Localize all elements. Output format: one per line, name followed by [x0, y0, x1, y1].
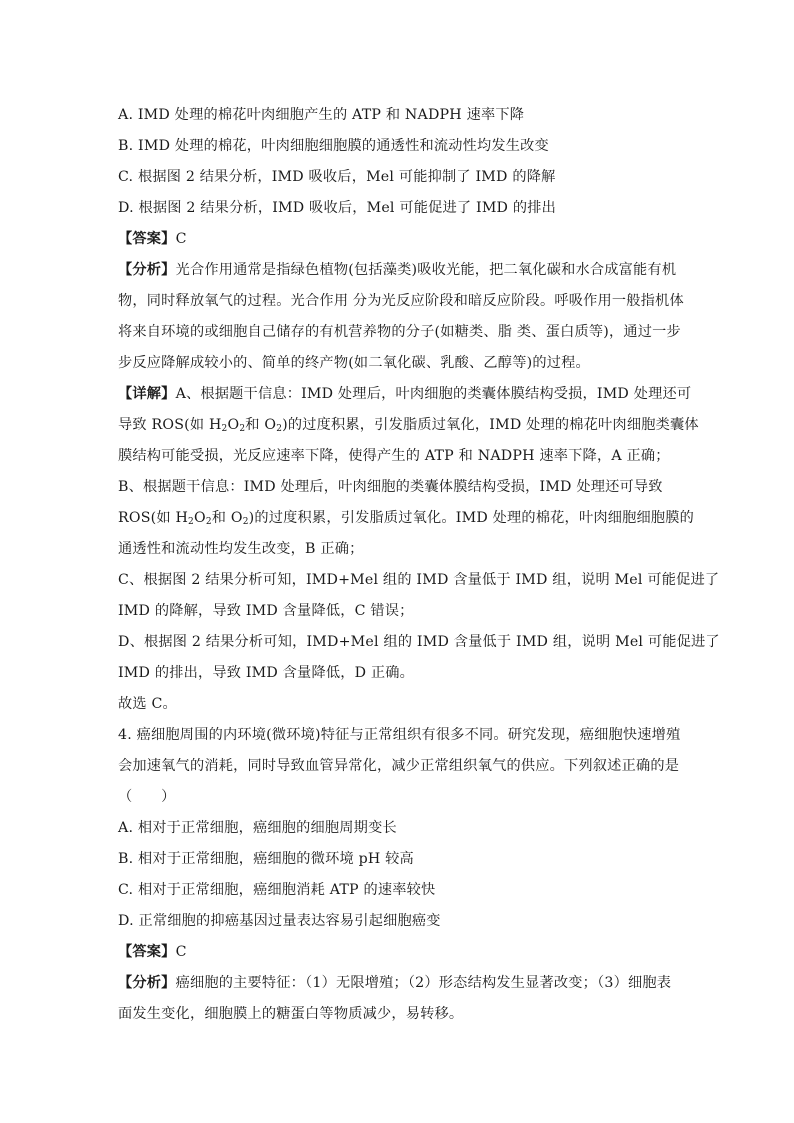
q3-detail-line-6: 通透性和流动性均发生改变，B 正确；	[118, 541, 364, 557]
q3-analysis-line-3: 将来自环境的或细胞自己储存的有机营养物的分子(如糖类、脂 类、蛋白质等)，通过一步	[118, 324, 681, 340]
q4-stem-line-1: 4. 癌细胞周围的内环境(微环境)特征与正常组织有很多不同。研究发现，癌细胞快速增殖	[118, 727, 681, 743]
subscript: 2	[188, 517, 194, 527]
text-run: )的过度积累，引发脂质过氧化，IMD 处理的棉花叶肉细胞类囊体	[282, 417, 699, 433]
answer-value: C	[175, 231, 187, 247]
q3-conclusion: 故选 C。	[118, 696, 177, 712]
q4-option-c: C. 相对于正常细胞，癌细胞消耗 ATP 的速率较快	[118, 882, 436, 898]
q3-detail-line-4: B、根据题干信息：IMD 处理后，叶肉细胞的类囊体膜结构受损，IMD 处理还可导致	[118, 479, 663, 495]
q3-option-c: C. 根据图 2 结果分析，IMD 吸收后，Mel 可能抑制了 IMD 的降解	[118, 169, 556, 185]
q3-analysis-line-1	[118, 255, 678, 286]
q4-stem-line-2: 会加速氧气的消耗，同时导致血管异常化，减少正常组织氧气的供应。下列叙述正确的是	[118, 758, 680, 774]
text-run: 和 O	[211, 510, 243, 526]
q3-detail-line-9: D、根据图 2 结果分析可知，IMD+Mel 组的 IMD 含量低于 IMD 组，说明 Mel 可能促进了	[118, 634, 720, 650]
subscript: 2	[276, 424, 283, 434]
detail-text: A、根据题干信息：IMD 处理后，叶肉细胞的类囊体膜结构受损，IMD 处理还可	[175, 386, 692, 402]
text-run: ROS(如 H	[118, 510, 189, 526]
q4-option-b: B. 相对于正常细胞，癌细胞的微环境 pH 较高	[118, 851, 414, 867]
q3-analysis-line-4: 步反应降解成较小的、简单的终产物(如二氧化碳、乳酸、乙醇等)的过程。	[118, 355, 590, 371]
subscript: 2	[239, 424, 246, 434]
subscript: 2	[205, 517, 212, 527]
q3-option-d: D. 根据图 2 结果分析，IMD 吸收后，Mel 可能促进了 IMD 的排出	[118, 200, 556, 216]
answer-tag: 【答案】	[118, 231, 176, 247]
text-run: O	[193, 510, 206, 526]
subscript: 2	[221, 424, 228, 434]
q3-detail-line-10: IMD 的排出，导致 IMD 含量降低，D 正确。	[118, 665, 415, 681]
q4-answer	[118, 937, 678, 968]
q3-detail-line-2	[118, 410, 699, 441]
answer-tag: 【答案】	[118, 944, 176, 960]
q4-stem-line-3: （ ）	[118, 789, 176, 805]
text-run: O	[227, 417, 240, 433]
q3-option-a: A. IMD 处理的棉花叶肉细胞产生的 ATP 和 NADPH 速率下降	[118, 107, 525, 123]
q4-option-a: A. 相对于正常细胞，癌细胞的细胞周期变长	[118, 820, 397, 836]
analysis-text: 癌细胞的主要特征：（1）无限增殖；（2）形态结构发生显著改变；（3）细胞表	[175, 975, 672, 991]
q3-detail-line-8: IMD 的降解，导致 IMD 含量降低，C 错误；	[118, 603, 414, 619]
q3-detail-line-1	[118, 379, 692, 410]
q3-detail-line-3: 膜结构可能受损，光反应速率下降，使得产生的 ATP 和 NADPH 速率下降，A 正确；	[118, 448, 670, 464]
q3-analysis-line-2: 物，同时释放氧气的过程。光合作用 分为光反应阶段和暗反应阶段。呼吸作用一般指机体	[118, 293, 684, 309]
answer-value: C	[175, 944, 187, 960]
text-run: 和 O	[245, 417, 277, 433]
q3-detail-line-7: C、根据图 2 结果分析可知，IMD+Mel 组的 IMD 含量低于 IMD 组，说明 Mel 可能促进了	[118, 572, 720, 588]
q3-detail-line-5	[118, 503, 695, 534]
detail-tag: 【详解】	[118, 386, 176, 402]
document-page	[118, 100, 720, 1030]
q3-option-b: B. IMD 处理的棉花，叶肉细胞细胞膜的通透性和流动性均发生改变	[118, 138, 549, 154]
text-run: 导致 ROS(如 H	[118, 417, 222, 433]
q4-option-d: D. 正常细胞的抑癌基因过量表达容易引起细胞癌变	[118, 913, 441, 929]
analysis-tag: 【分析】	[118, 975, 176, 991]
analysis-tag: 【分析】	[118, 262, 176, 278]
analysis-text: 光合作用通常是指绿色植物(包括藻类)吸收光能，把二氧化碳和水合成富能有机	[175, 262, 677, 278]
q4-analysis-line-2: 面发生变化，细胞膜上的糖蛋白等物质减少，易转移。	[118, 1006, 464, 1022]
q4-analysis-line-1	[118, 968, 678, 999]
q3-answer	[118, 224, 678, 255]
text-run: )的过度积累，引发脂质过氧化。IMD 处理的棉花，叶肉细胞细胞膜的	[248, 510, 695, 526]
subscript: 2	[242, 517, 249, 527]
